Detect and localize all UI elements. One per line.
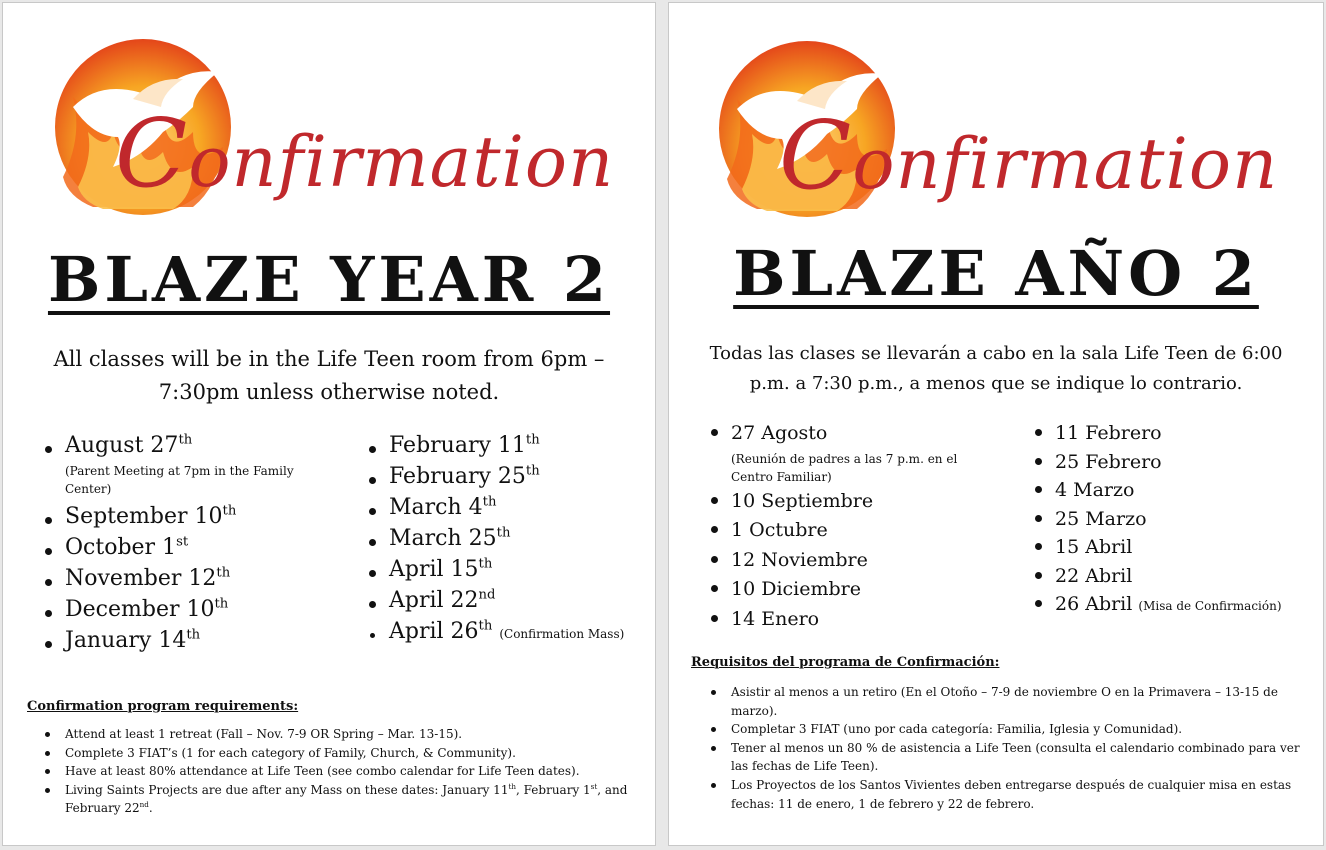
bullet-icon — [1035, 543, 1042, 550]
requirements-list — [703, 683, 1303, 813]
bullet-icon — [1035, 515, 1042, 522]
class-dates-right — [367, 433, 656, 644]
list-item: Complete 3 FIAT’s (1 for each category of Family, Church, & Community). — [37, 744, 647, 763]
list-item: 14 Enero — [709, 605, 1009, 634]
list-item: April 15th — [367, 557, 656, 582]
list-item: Completar 3 FIAT (uno por cada categoría: Familia, Iglesia y Comunidad). — [703, 720, 1303, 739]
bullet-icon — [711, 497, 718, 504]
bullet-icon — [1035, 486, 1042, 493]
bullet-icon — [711, 526, 718, 533]
bullet-icon — [45, 610, 52, 617]
list-item: 12 Noviembre — [709, 546, 1009, 575]
spanish-flyer — [668, 2, 1324, 846]
intro-text: Todas las clases se llevarán a cabo en la sala Life Teen de 6:00 p.m. a 7:30 p.m., a menos que se indique lo contrario. — [709, 343, 1283, 394]
bullet-icon — [1035, 600, 1042, 607]
requirements-heading: Confirmation program requirements: — [27, 699, 299, 714]
bullet-icon — [1035, 429, 1042, 436]
list-item: 10 Diciembre — [709, 575, 1009, 604]
list-item: 26 Abril (Misa de Confirmación) — [1033, 590, 1323, 619]
list-item: April 22nd — [367, 588, 656, 613]
bullet-icon — [369, 539, 376, 546]
bullet-icon — [45, 548, 52, 555]
bullet-icon — [369, 508, 376, 515]
confirmation-logo — [43, 37, 615, 217]
list-item: Los Proyectos de los Santos Vivientes deben entregarse después de cualquier misa en estas fechas: 11 de enero, 1 de febrero y 22 de febrero. — [703, 776, 1303, 813]
bullet-icon — [370, 633, 375, 638]
bullet-icon — [711, 556, 718, 563]
bullet-icon — [1035, 572, 1042, 579]
list-item: 27 Agosto (Reunión de padres a las 7 p.m. en el Centro Familiar) — [709, 419, 1009, 486]
bullet-icon — [45, 517, 52, 524]
bullet-icon — [45, 641, 52, 648]
class-dates-right — [1033, 419, 1323, 619]
bullet-icon — [1035, 458, 1042, 465]
page-title: BLAZE AÑO 2 — [733, 237, 1259, 310]
class-dates-left — [43, 433, 343, 653]
list-item: February 11th — [367, 433, 656, 458]
list-item: Living Saints Projects are due after any Mass on these dates: January 11th, February 1st, and February 22nd. — [37, 781, 647, 818]
list-item: April 26th (Confirmation Mass) — [367, 619, 656, 644]
logo-wordmark: Confirmation — [115, 99, 615, 209]
list-item: 10 Septiembre — [709, 487, 1009, 516]
list-item: October 1st — [43, 535, 343, 560]
list-item: 15 Abril — [1033, 533, 1323, 562]
list-item: Have at least 80% attendance at Life Teen (see combo calendar for Life Teen dates). — [37, 762, 647, 781]
page-title: BLAZE YEAR 2 — [47, 243, 611, 316]
intro-text: All classes will be in the Life Teen room from 6pm – 7:30pm unless otherwise noted. — [53, 347, 605, 404]
bullet-icon — [45, 579, 52, 586]
list-item: 22 Abril — [1033, 562, 1323, 591]
list-item: August 27th (Parent Meeting at 7pm in the Family Center) — [43, 433, 343, 498]
list-item: Attend at least 1 retreat (Fall – Nov. 7-9 OR Spring – Mar. 13-15). — [37, 725, 647, 744]
bullet-icon — [45, 446, 52, 453]
list-item: 1 Octubre — [709, 516, 1009, 545]
list-item: September 10th — [43, 504, 343, 529]
list-item: February 25th — [367, 464, 656, 489]
list-item: December 10th — [43, 597, 343, 622]
class-dates-left — [709, 419, 1009, 633]
english-flyer — [2, 2, 656, 846]
bullet-icon — [711, 615, 718, 622]
logo-wordmark: Confirmation — [779, 101, 1279, 211]
list-item: March 25th — [367, 526, 656, 551]
list-item: November 12th — [43, 566, 343, 591]
bullet-icon — [369, 477, 376, 484]
bullet-icon — [711, 429, 718, 436]
requirements-heading: Requisitos del programa de Confirmación: — [691, 655, 1000, 670]
bullet-icon — [369, 446, 376, 453]
requirements-list — [37, 725, 647, 818]
bullet-icon — [369, 570, 376, 577]
list-item: Asistir al menos a un retiro (En el Otoño – 7-9 de noviembre O en la Primavera – 13-15 de marzo). — [703, 683, 1303, 720]
bullet-icon — [711, 585, 718, 592]
list-item: 4 Marzo — [1033, 476, 1323, 505]
list-item: 25 Febrero — [1033, 448, 1323, 477]
list-item: March 4th — [367, 495, 656, 520]
list-item: January 14th — [43, 628, 343, 653]
list-item: 25 Marzo — [1033, 505, 1323, 534]
list-item: Tener al menos un 80 % de asistencia a Life Teen (consulta el calendario combinado para ver las fechas de Life Teen). — [703, 739, 1303, 776]
bullet-icon — [369, 601, 376, 608]
confirmation-logo — [707, 39, 1279, 219]
list-item: 11 Febrero — [1033, 419, 1323, 448]
